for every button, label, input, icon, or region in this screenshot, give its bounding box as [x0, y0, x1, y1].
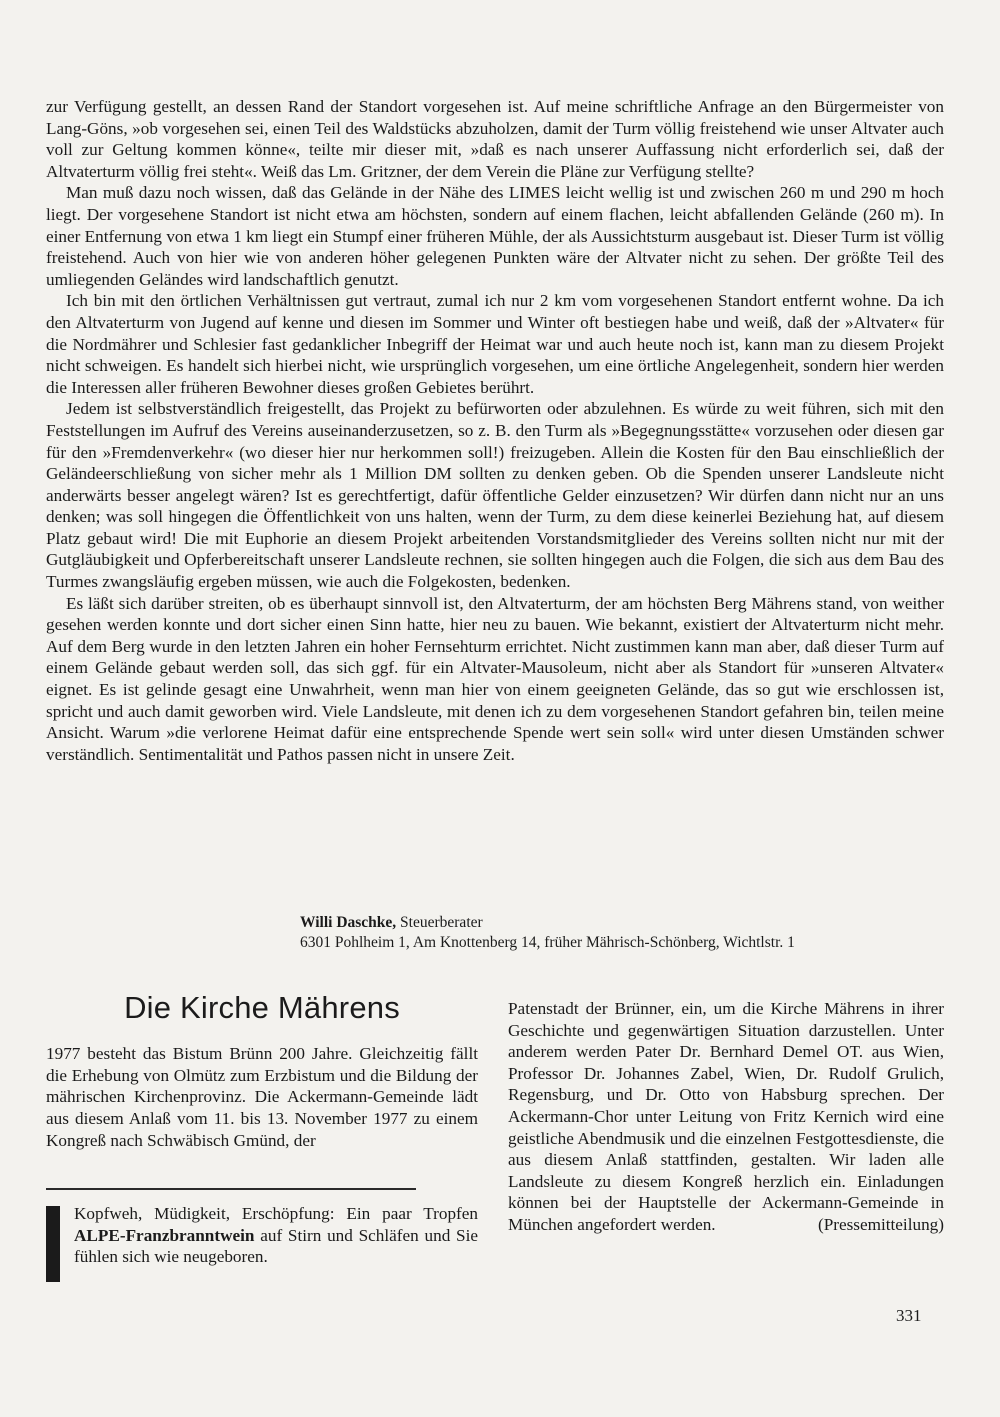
ad-text-after: auf Stirn und Schläfen und Sie fühlen sich wie neugeboren. [74, 1225, 478, 1267]
author-role: Steuerberater [400, 914, 483, 931]
ad-text-before: Kopfweh, Müdigkeit, Erschöpfung: Ein paar Tropfen [74, 1204, 478, 1223]
advertisement [74, 1203, 478, 1268]
author-address: 6301 Pohlheim 1, Am Knottenberg 14, früher Mährisch-Schönberg, Wichtlstr. 1 [300, 934, 795, 951]
article-paragraph: Man muß dazu noch wissen, daß das Gelände in der Nähe des LIMES leicht wellig ist und zwischen 260 m und 290 m hoch liegt. Der vorgesehene Standort ist nicht etwa am höchsten, sondern auf einem flachen, leicht abfallenden Gelände (260 m). In einer Entfernung von etwa 1 km liegt ein Stumpf einer früheren Mühle, der als Aussichtsturm ausgebaut ist. Dieser Turm ist völlig freistehend. Auch von hier wie von anderen höher gelegenen Punkten wäre der Altvater nicht zu sehen. Der größte Teil des umliegenden Geländes wird landschaftlich genutzt. [46, 183, 944, 289]
ad-brand: ALPE-Franzbranntwein [74, 1225, 255, 1245]
article-body [46, 96, 944, 765]
section-right-column [508, 998, 944, 1236]
author-name: Willi Daschke, [300, 914, 397, 931]
article-paragraph: Jedem ist selbstverständlich freigestellt, das Projekt zu befürworten oder abzulehnen. Es würde zu weit führen, sich mit den Feststellungen im Aufruf des Vereins auseinanderzusetzen, so z. B. den Turm als »Begegnungsstätte« vorzusehen oder diesen gar für den »Fremdenverkehr« (wo dieser hier nur herkommen soll!) freizugeben. Allein die Kosten für den Bau einschließlich der Geländeerschließung von sicher mehr als 1 Million DM sollten zu denken geben. Ob die Spenden unserer Landsleute nicht anderwärts besser angelegt wären? Ist es gerechtfertigt, dafür öffentliche Gelder einzusetzen? Wir dürfen dann nicht nur an uns denken; was soll hingegen die Öffentlichkeit von uns halten, wenn der Turm, zu dem diese keinerlei Beziehung hat, auf diesem Platz gebaut wird! Die mit Euphorie an diesem Projekt arbeitenden Vorstandsmitglieder des Vereins sollten nicht nur mit der Gutgläubigkeit und Opferbereitschaft unserer Landsleute rechnen, sie sollten hingegen auch die Folgen, die sich aus dem Bau des Turmes zwangsläufig ergeben müssen, wie auch die Folgekosten, bedenken. [46, 399, 944, 592]
signature-line [300, 912, 483, 933]
section-title: Die Kirche Mährens [124, 990, 400, 1025]
section-source: (Pressemitteilung) [817, 1214, 944, 1234]
section-right-text: Patenstadt der Brünner, ein, um die Kirche Mährens in ihrer Geschichte und gegenwärtigen Situation darzustellen. Unter anderem werden Pater Dr. Bernhard Demel OT. aus Wien, Professor Dr. Johannes Zabel, Wien, Dr. Rudolf Grulich, Regensburg, und Dr. Otto von Habsburg sprechen. Der Ackermann-Chor unter Leitung von Fritz Kernich wird eine geistliche Abendmusik und die einzelnen Festgottesdienste, die aus diesem Anlaß stattfinden, gestalten. Wir laden alle Landsleute zu diesem Kongreß herzlich ein. Einladungen können bei der Hauptstelle der Ackermann-Gemeinde in München angefordert werden. [508, 999, 944, 1234]
page-number: 331 [896, 1306, 922, 1325]
ad-divider [46, 1188, 416, 1190]
article-paragraph: Es läßt sich darüber streiten, ob es überhaupt sinnvoll ist, den Altvaterturm, der am höchsten Berg Mährens stand, von weither gesehen werden konnte und dort sicher einen Sinn hatte, hier neu zu bauen. Wie bekannt, existiert der Altvaterturm nicht mehr. Auf dem Berg wurde in den letzten Jahren ein hoher Fernsehturm errichtet. Nicht zustimmen kann man aber, daß dieser Turm auf einem Gelände gebaut werden soll, das sich ggf. für ein Altvater-Mausoleum, nicht aber als Standort für »unseren Altvater« eignet. Es ist gelinde gesagt eine Unwahrheit, wenn man hier von einem geeigneten Gelände, das so gut wie erschlossen ist, spricht und auch damit geworben wird. Viele Landsleute, mit denen ich zu dem vorgesehenen Standort gefahren bin, teilen meine Ansicht. Warum »die verlorene Heimat dafür eine entsprechende Spende wert sein soll« wird unter diesen Umständen schwer verständlich. Sentimentalität und Pathos passen nicht in unsere Zeit. [46, 593, 944, 764]
article-paragraph: zur Verfügung gestellt, an dessen Rand der Standort vorgesehen ist. Auf meine schriftliche Anfrage an den Bürgermeister von Lang-Göns, »ob vorgesehen sei, einen Teil des Waldstücks abzuholzen, damit der Turm völlig freistehend wie unser Altvater auch voll zur Geltung kommen könne«, teilte mir dieser mit, »daß es nach unserer Auffassung nicht erforderlich sei, daß der Altvaterturm völlig frei steht«. Weiß das Lm. Gritzner, der dem Verein die Pläne zur Verfügung stellte? [46, 97, 944, 181]
section-left-column [46, 1043, 478, 1152]
ad-marker-bar [46, 1206, 60, 1282]
section-left-text: 1977 besteht das Bistum Brünn 200 Jahre. Gleichzeitig fällt die Erhebung von Olmütz zum Erzbistum und die Bildung der mährischen Kirchenprovinz. Die Ackermann-Gemeinde lädt aus diesem Anlaß vom 11. bis 13. November 1977 zu einem Kongreß nach Schwäbisch Gmünd, der [46, 1044, 478, 1150]
article-paragraph: Ich bin mit den örtlichen Verhältnissen gut vertraut, zumal ich nur 2 km vom vorgesehenen Standort entfernt wohne. Da ich den Altvaterturm von Jugend auf kenne und diesen im Sommer und Winter oft bestiegen habe und weiß, daß der »Altvater« für die Nordmährer und Schlesier fast gedanklicher Inbegriff der Heimat war und auch heute noch ist, kann man zu diesem Projekt nicht schweigen. Es handelt sich hierbei nicht, wie ursprünglich vorgesehen, um eine örtliche Angelegenheit, sondern hier werden die Interessen aller früheren Bewohner dieses großen Gebietes berührt. [46, 291, 944, 397]
